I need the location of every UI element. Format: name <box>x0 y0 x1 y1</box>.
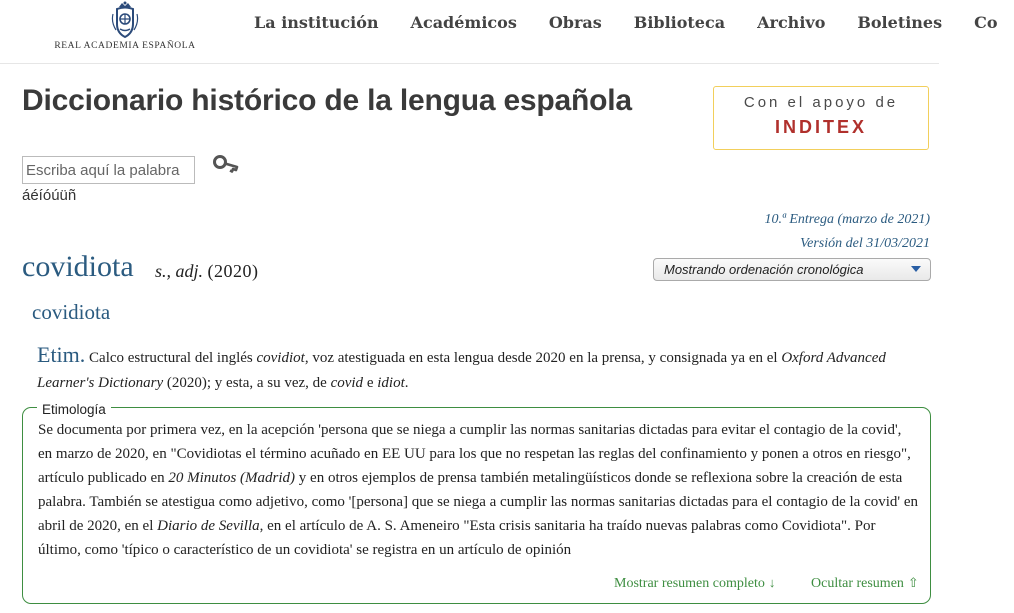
entrega-label: 10.ª Entrega (marzo de 2021) <box>764 212 930 227</box>
logo-text: REAL ACADEMIA ESPAÑOLA <box>54 41 196 51</box>
sort-order-select[interactable] <box>653 258 931 281</box>
etim-text: . <box>404 375 409 391</box>
rae-crest-icon <box>110 0 140 40</box>
etim-text: e <box>363 375 378 391</box>
etymology-paragraph <box>37 342 927 396</box>
search-input[interactable] <box>22 156 195 184</box>
nav-item-biblioteca[interactable]: Biblioteca <box>633 13 726 32</box>
main-nav <box>238 13 1014 37</box>
arrow-up-outline-icon: ⇧ <box>907 575 919 590</box>
nav-item-truncated[interactable]: Co <box>974 13 998 32</box>
entry-year: (2020) <box>207 261 259 281</box>
hide-summary-link[interactable] <box>811 575 919 592</box>
show-full-summary-link[interactable] <box>614 575 775 592</box>
entry-grammar <box>155 261 259 282</box>
etymology-tab-label: Etimología <box>37 399 111 423</box>
etim-word: covidiot <box>256 350 305 366</box>
page-title: Diccionario histórico de la lengua española <box>22 84 632 117</box>
top-bar <box>0 0 998 64</box>
etim-text: Calco estructural del inglés <box>85 350 257 366</box>
entry-headword: covidiota <box>22 250 134 283</box>
hide-label: Ocultar resumen <box>811 576 904 591</box>
entry-subheadword: covidiota <box>32 300 111 324</box>
accent-characters[interactable]: áéíóúüñ <box>22 187 77 204</box>
nav-item-academicos[interactable]: Académicos <box>410 13 517 32</box>
version-label: Versión del 31/03/2021 <box>800 236 930 251</box>
etim-word: covid <box>330 375 364 391</box>
summary-source: Diario de Sevilla <box>157 518 260 534</box>
summary-text: Se documenta por primera vez, en la acepción 'persona que se niega a cumplir las normas sanitarias dictadas para evitar el contagio de la covid', en marzo de 2020, en "Covidiotas el término acuñado en EE UU para los que no respetan las reglas del confinamiento y ponen a otros en riesgo", artículo publicado en <box>38 422 911 486</box>
summary-text: y en otros ejemplos de prensa también metalingüísticos donde se reflexiona sobre la creación de esta palabra. También se atestigua como adjetivo, como '[persona] que se niega a cumplir las normas sanitarias dictadas para el contagio de la covid' en abril de 2020, en el <box>38 470 919 534</box>
nav-item-boletines[interactable]: Boletines <box>857 13 943 32</box>
etim-label: Etim. <box>37 342 86 367</box>
summary-text: , en el artículo de A. S. Ameneiro "Esta crisis sanitaria ha traído nuevas palabras como Covidiota". Por último, como 'típico o característico de un covidiota' se registra en un artículo de opinión <box>38 518 876 558</box>
sponsor-line: Con el apoyo de <box>743 94 899 111</box>
etim-source: Oxford Advanced Learner's Dictionary <box>37 350 886 391</box>
nav-item-archivo[interactable]: Archivo <box>757 13 826 32</box>
sponsor-brand-logo: INDITEX <box>774 117 867 137</box>
summary-source: 20 Minutos (Madrid) <box>168 470 296 486</box>
nav-item-institucion[interactable]: La institución <box>254 13 379 32</box>
arrow-down-icon: ↓ <box>768 575 776 590</box>
etymology-summary-text <box>38 418 918 562</box>
show-full-label: Mostrar resumen completo <box>614 576 765 591</box>
etim-text: (2020); y esta, a su vez, de <box>163 375 331 391</box>
sponsor-banner[interactable] <box>713 86 929 150</box>
sort-order-value: Mostrando ordenación cronológica <box>664 262 864 277</box>
search-key-icon <box>212 153 240 177</box>
grammatical-category: s., adj. <box>155 261 204 281</box>
nav-item-obras[interactable]: Obras <box>548 13 602 32</box>
etim-text: , voz atestiguada en esta lengua desde 2020 en la prensa, y consignada ya en el <box>304 350 782 366</box>
chevron-down-icon <box>911 266 921 272</box>
rae-logo[interactable] <box>52 0 198 60</box>
search-button[interactable] <box>212 153 240 177</box>
etim-word: idiot <box>377 375 405 391</box>
